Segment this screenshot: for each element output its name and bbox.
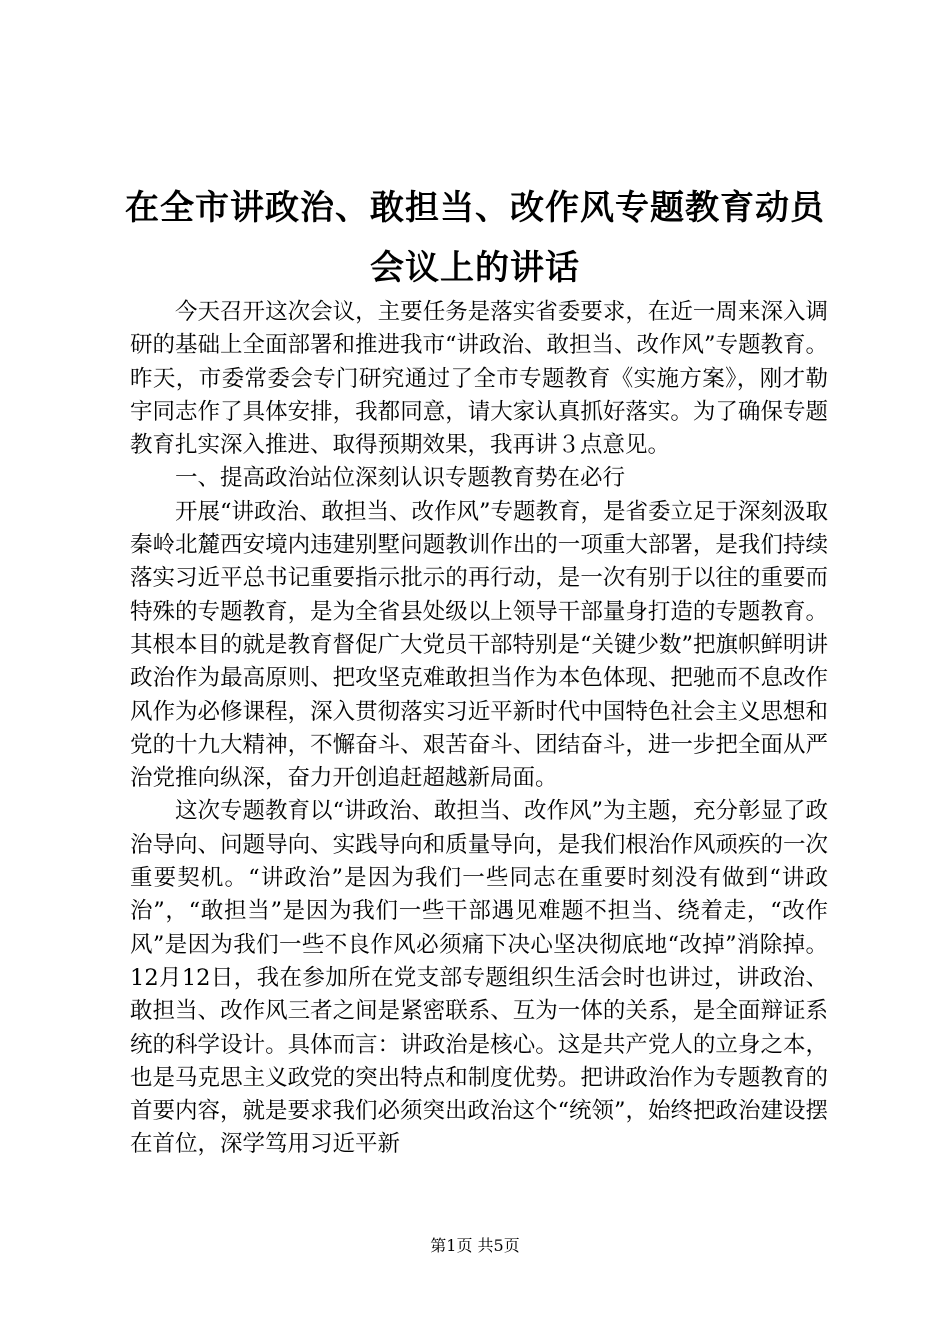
document-title-line-1: 在全市讲政治、敢担当、改作风专题教育动员 bbox=[125, 188, 825, 228]
paragraph-intro: 今天召开这次会议，主要任务是落实省委要求，在近一周来深入调研的基础上全面部署和推进我市“讲政治、敢担当、改作风”专题教育。昨天，市委常委会专门研究通过了全市专题教育《实施方案》，刚才勒宇同志作了具体安排，我都同意，请大家认真抓好落实。为了确保专题教育扎实深入推进、取得预期效果，我再讲３点意见。 bbox=[130, 299, 829, 459]
paragraph-section-1-a: 开展“讲政治、敢担当、改作风”专题教育，是省委立足于深刻汲取秦岭北麓西安境内违建别墅问题教训作出的一项重大部署，是我们持续落实习近平总书记重要指示批示的再行动，是一次有别于以往的重要而特殊的专题教育，是为全省县处级以上领导干部量身打造的专题教育。其根本目的就是教育督促广大党员干部特别是“关键少数”把旗帜鲜明讲政治作为最高原则、把攻坚克难敢担当作为本色体现、把驰而不息改作风作为必修课程，深入贯彻落实习近平新时代中国特色社会主义思想和党的十九大精神，不懈奋斗、艰苦奋斗、团结奋斗，进一步把全面从严治党推向纵深，奋力开创追赶超越新局面。 bbox=[130, 498, 829, 792]
section-heading-1: 一、提高政治站位深刻认识专题教育势在必行 bbox=[175, 465, 626, 492]
page-footer: 第1页 共5页 bbox=[430, 1236, 520, 1255]
document-body bbox=[130, 296, 828, 1162]
paragraph-section-1-b: 这次专题教育以“讲政治、敢担当、改作风”为主题，充分彰显了政治导向、问题导向、实践导向和质量导向，是我们根治作风顽疾的一次重要契机。“讲政治”是因为我们一些同志在重要时刻没有做到“讲政治”，“敢担当”是因为我们一些干部遇见难题不担当、绕着走，“改作风”是因为我们一些不良作风必须痛下决心坚决彻底地“改掉”消除掉。12月12日，我在参加所在党支部专题组织生活会时也讲过，讲政治、敢担当、改作风三者之间是紧密联系、互为一体的关系，是全面辩证系统的科学设计。具体而言：讲政治是核心。这是共产党人的立身之本，也是马克思主义政党的突出特点和制度优势。把讲政治作为专题教育的首要内容，就是要求我们必须突出政治这个“统领”，始终把政治建设摆在首位，深学笃用习近平新 bbox=[130, 798, 829, 1158]
document-title-line-2: 会议上的讲话 bbox=[370, 248, 580, 288]
